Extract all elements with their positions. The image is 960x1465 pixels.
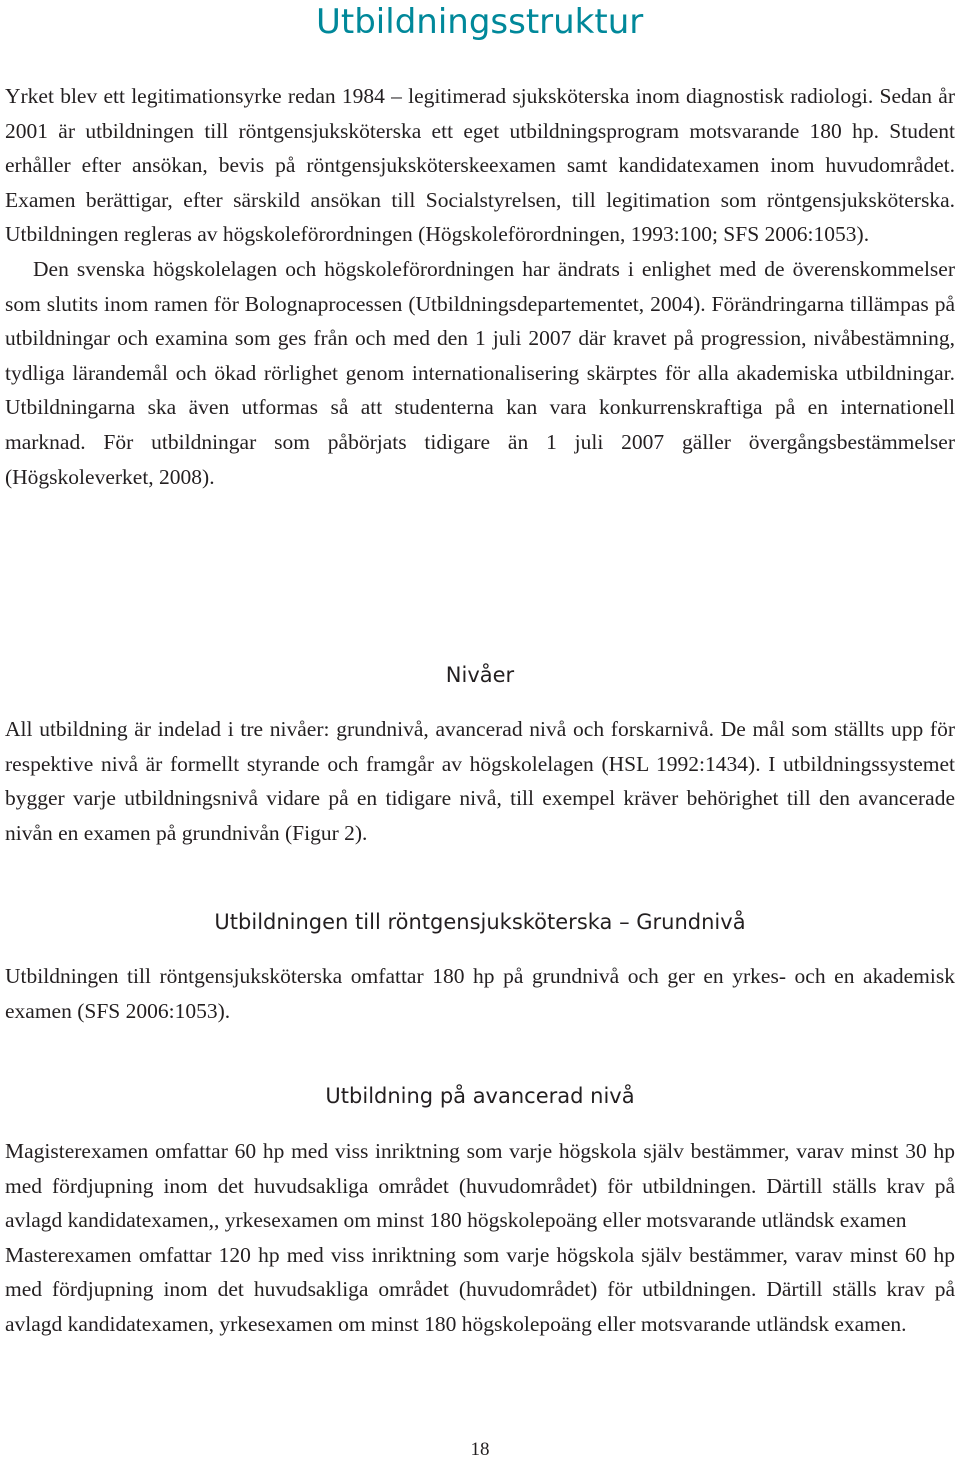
avancerad-section	[5, 1134, 955, 1342]
section-heading-avancerad: Utbildning på avancerad nivå	[325, 1084, 635, 1108]
grundniva-section	[5, 959, 955, 1028]
nivaer-paragraph: All utbildning är indelad i tre nivåer: grundnivå, avancerad nivå och forskarnivå. De mål som ställts upp för respektive nivå är formellt styrande och framgår av högskolelagen (HSL 1992:1434). I utbildningssystemet bygger varje utbildningsnivå vidare på en tidigare nivå, till exempel kräver behörighet till den avancerade nivån en examen på grundnivån (Figur 2).	[5, 717, 955, 845]
magister-paragraph: Magisterexamen omfattar 60 hp med viss inriktning som varje högskola själv bestämmer, varav minst 30 hp med fördjupning inom det huvudsakliga området (huvudområdet) för utbildningen. Därtill ställs krav på avlagd kandidatexamen,, yrkesexamen om minst 180 högskolepoäng eller motsvarande utländsk examen	[5, 1139, 955, 1233]
page-number: 18	[470, 1439, 490, 1460]
master-paragraph: Masterexamen omfattar 120 hp med viss inriktning som varje högskola själv bestämmer, varav minst 60 hp med fördjupning inom det huvudsakliga området (huvudområdet) för utbildningen. Därtill ställs krav på avlagd kandidatexamen, yrkesexamen om minst 180 högskolepoäng eller motsvarande utländsk examen.	[5, 1242, 955, 1336]
page-title: Utbildningsstruktur	[316, 2, 644, 42]
grundniva-paragraph: Utbildningen till röntgensjuksköterska omfattar 180 hp på grundnivå och ger en yrkes- och en akademisk examen (SFS 2006:1053).	[5, 964, 955, 1023]
nivaer-section	[5, 712, 955, 850]
section-heading-grundniva: Utbildningen till röntgensjuksköterska – Grundnivå	[214, 910, 746, 934]
intro-paragraph: Yrket blev ett legitimationsyrke redan 1984 – legitimerad sjuksköterska inom diagnostisk radiologi. Sedan år 2001 är utbildningen till röntgensjuksköterska ett eget utbildningsprogram motsvarande 180 hp. Student erhåller efter ansökan, bevis på röntgensjuksköterskeexamen samt kandidatexamen inom huvudområdet. Examen berättigar, efter särskild ansökan till Socialstyrelsen, till legitimation som röntgensjuksköterska. Utbildningen regleras av högskoleförordningen (Högskoleförordningen, 1993:100; SFS 2006:1053).	[5, 84, 955, 247]
section-heading-nivaer: Nivåer	[445, 663, 515, 687]
intro-paragraph: Den svenska högskolelagen och högskoleförordningen har ändrats i enlighet med de överenskommelser som slutits inom ramen för Bolognaprocessen (Utbildningsdepartementet, 2004). Förändringarna tillämpas på utbildningar och examina som ges från och med den 1 juli 2007 där kravet på progression, nivåbestämning, tydliga lärandemål och ökad rörlighet genom internationalisering skärptes för alla akademiska utbildningar. Utbildningarna ska även utformas så att studenterna kan vara konkurrenskraftiga på en internationell marknad. För utbildningar som påbörjats tidigare än 1 juli 2007 gäller övergångsbestämmelser (Högskoleverket, 2008).	[5, 256, 955, 489]
intro-section	[5, 79, 955, 494]
